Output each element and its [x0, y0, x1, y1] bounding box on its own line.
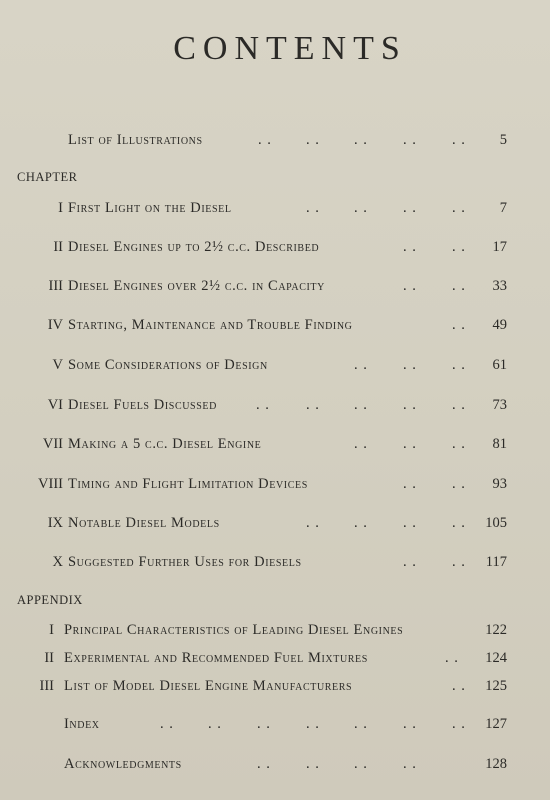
leader-dots: . .: [354, 397, 368, 413]
leader-dots: . .: [306, 132, 320, 148]
leader-dots: . .: [306, 397, 320, 413]
leader-dots: . .: [452, 515, 466, 531]
chapter-number: II: [53, 239, 63, 255]
toc-entry-chapter[interactable]: [0, 512, 550, 534]
chapter-number: VIII: [38, 476, 63, 492]
leader-dots: . .: [452, 278, 466, 294]
page-title: CONTENTS: [173, 30, 407, 67]
leader-dots: . .: [403, 515, 417, 531]
leader-dots: . .: [354, 515, 368, 531]
entry-title: Diesel Engines over 2½ c.c. in Capacity: [68, 278, 325, 294]
entry-title: Suggested Further Uses for Diesels: [68, 554, 302, 570]
page-number: 81: [492, 436, 507, 452]
page-number: 128: [485, 756, 507, 772]
page-number: 93: [492, 476, 507, 492]
leader-dots: . .: [452, 678, 466, 694]
entry-title: Index: [64, 716, 100, 732]
page-number: 49: [492, 317, 507, 333]
page-number: 73: [492, 397, 507, 413]
leader-dots: . .: [403, 239, 417, 255]
appendix-number: II: [44, 650, 54, 666]
entry-title: Acknowledgments: [64, 756, 182, 772]
entry-title: Timing and Flight Limitation Devices: [68, 476, 308, 492]
entry-title: Principal Characteristics of Leading Diesel Engines: [64, 622, 404, 638]
leader-dots: . .: [452, 357, 466, 373]
chapter-number: VI: [47, 397, 63, 413]
leader-dots: . .: [452, 239, 466, 255]
page-number: 7: [499, 200, 507, 216]
leader-dots: . .: [452, 436, 466, 452]
chapter-number: III: [48, 278, 63, 294]
leader-dots: . .: [354, 436, 368, 452]
leader-dots: . .: [354, 716, 368, 732]
leader-dots: . .: [403, 476, 417, 492]
toc-entry-chapter[interactable]: [0, 551, 550, 573]
page-number: 17: [492, 239, 507, 255]
leader-dots: . .: [452, 554, 466, 570]
leader-dots: . .: [306, 756, 320, 772]
leader-dots: . .: [257, 716, 271, 732]
entry-title: List of Model Diesel Engine Manufacturers: [64, 678, 353, 694]
leader-dots: . .: [208, 716, 222, 732]
leader-dots: . .: [445, 650, 459, 666]
leader-dots: . .: [403, 397, 417, 413]
leader-dots: . .: [354, 132, 368, 148]
toc-entry-chapter[interactable]: [0, 394, 550, 416]
leader-dots: . .: [306, 515, 320, 531]
entry-title: Starting, Maintenance and Trouble Finding: [68, 317, 353, 333]
leader-dots: . .: [354, 200, 368, 216]
entry-title: First Light on the Diesel: [68, 200, 232, 216]
page-number: 124: [485, 650, 507, 666]
entry-title: Notable Diesel Models: [68, 515, 220, 531]
toc-entry-chapter[interactable]: [0, 354, 550, 376]
toc-entry-chapter[interactable]: [0, 433, 550, 455]
page-number: 5: [499, 132, 507, 148]
leader-dots: . .: [452, 397, 466, 413]
appendix-number: I: [49, 622, 54, 638]
toc-entry-chapter[interactable]: [0, 197, 550, 219]
page-number: 105: [485, 515, 507, 531]
page-number: 127: [485, 716, 507, 732]
chapter-heading: CHAPTER: [17, 170, 78, 184]
leader-dots: . .: [257, 756, 271, 772]
page-number: 33: [492, 278, 507, 294]
leader-dots: . .: [403, 716, 417, 732]
toc-entry-chapter[interactable]: [0, 275, 550, 297]
chapter-number: IX: [47, 515, 63, 531]
entry-title: Making a 5 c.c. Diesel Engine: [68, 436, 262, 452]
page-number: 117: [485, 554, 507, 570]
chapter-number: V: [52, 357, 63, 373]
leader-dots: . .: [403, 436, 417, 452]
toc-entry-chapter[interactable]: [0, 314, 550, 336]
entry-title: Diesel Fuels Discussed: [68, 397, 217, 413]
leader-dots: . .: [403, 200, 417, 216]
leader-dots: . .: [403, 278, 417, 294]
leader-dots: . .: [403, 756, 417, 772]
leader-dots: . .: [256, 397, 270, 413]
leader-dots: . .: [354, 756, 368, 772]
toc-entry-illustrations[interactable]: [0, 129, 550, 151]
chapter-number: VII: [42, 436, 63, 452]
entry-title: Experimental and Recommended Fuel Mixtures: [64, 650, 368, 666]
entry-title: List of Illustrations: [68, 132, 203, 148]
leader-dots: . .: [258, 132, 272, 148]
toc-entry-index[interactable]: [0, 713, 550, 735]
chapter-number: IV: [47, 317, 63, 333]
leader-dots: . .: [354, 357, 368, 373]
page-number: 61: [492, 357, 507, 373]
chapter-number: I: [58, 200, 63, 216]
leader-dots: . .: [403, 357, 417, 373]
page-number: 122: [485, 622, 507, 638]
leader-dots: . .: [160, 716, 174, 732]
toc-entry-appendix[interactable]: [0, 675, 550, 697]
toc-entry-appendix[interactable]: [0, 647, 550, 669]
entry-title: Diesel Engines up to 2½ c.c. Described: [68, 239, 320, 255]
leader-dots: . .: [306, 716, 320, 732]
leader-dots: . .: [306, 200, 320, 216]
toc-entry-chapter[interactable]: [0, 473, 550, 495]
appendix-heading: APPENDIX: [17, 593, 83, 607]
leader-dots: . .: [452, 200, 466, 216]
page-number: 125: [485, 678, 507, 694]
leader-dots: . .: [403, 554, 417, 570]
leader-dots: . .: [452, 476, 466, 492]
leader-dots: . .: [403, 132, 417, 148]
entry-title: Some Considerations of Design: [68, 357, 268, 373]
appendix-number: III: [39, 678, 54, 694]
leader-dots: . .: [452, 132, 466, 148]
toc-entry-acknowledgments[interactable]: [0, 753, 550, 775]
toc-entry-appendix[interactable]: [0, 619, 550, 641]
leader-dots: . .: [452, 317, 466, 333]
chapter-number: X: [52, 554, 63, 570]
leader-dots: . .: [452, 716, 466, 732]
toc-entry-chapter[interactable]: [0, 236, 550, 258]
